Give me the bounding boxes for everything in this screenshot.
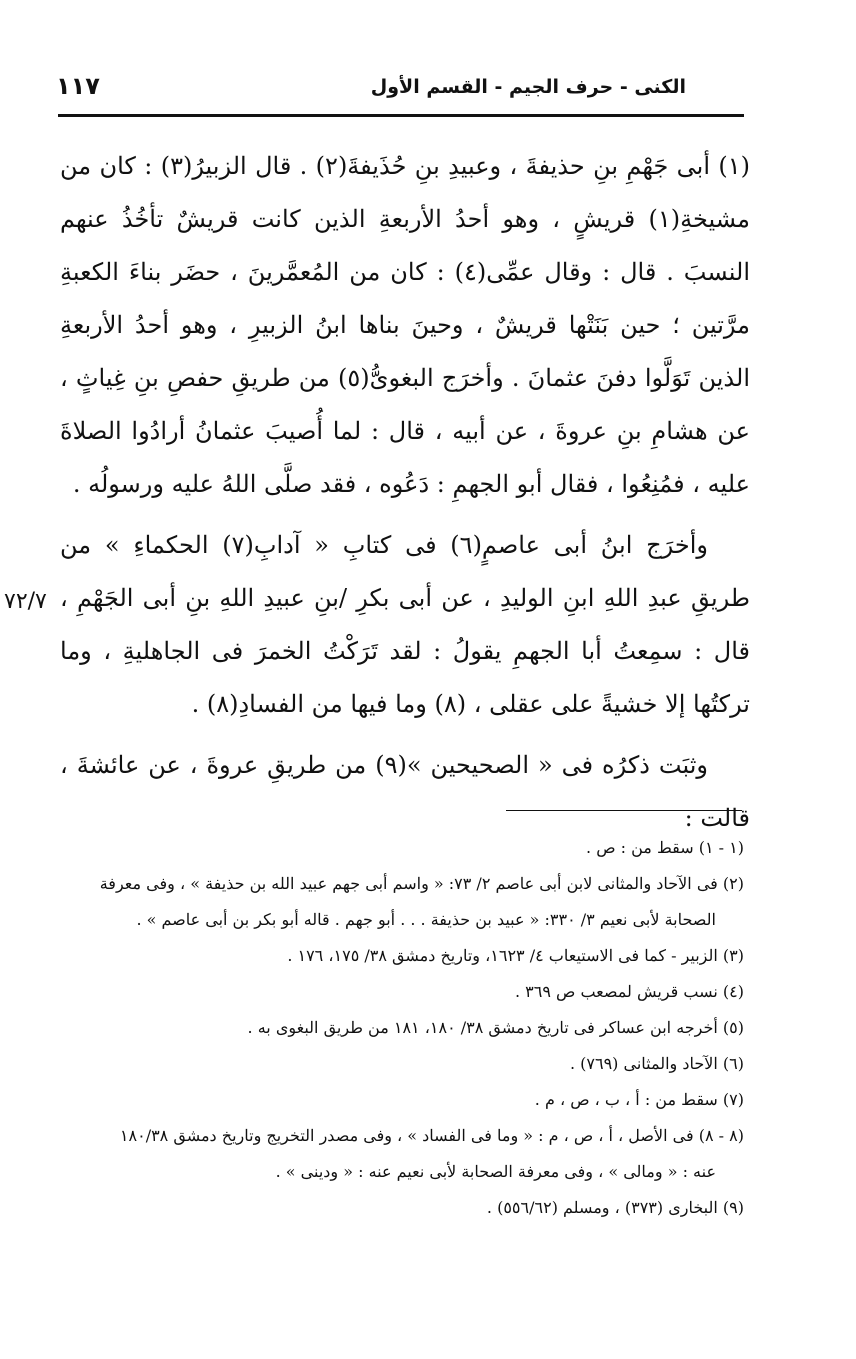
footnote-4: (٤) نسب قريش لمصعب ص ٣٦٩ .	[514, 982, 744, 1001]
paragraph-2: وأخرَج ابنُ أبى عاصمٍ(٦) فى كتابِ « آدابِ(٧) الحكماءِ » من طريقِ عبدِ اللهِ ابنِ الوليدِ ، عن أبى بكرِ /بنِ عبيدِ اللهِ بنِ أبى الجَهْمِ ، قال : سمِعتُ أبا الجهمِ يقولُ : لقد تَرَكْتُ الخمرَ فى الجاهليةِ ، وما تركتُها إلا خشيةً على عقلى ، (٨) وما فيها من الفسادِ(٨) .	[60, 531, 750, 718]
footnote-6: (٦) الآحاد والمثانى (٧٦٩) .	[569, 1054, 744, 1073]
page-header	[56, 62, 744, 102]
margin-reference: ٧٢/٧	[4, 589, 47, 614]
footnotes	[56, 830, 744, 1226]
header-rule	[58, 114, 744, 117]
paragraph-3: وثبَت ذكرُه فى « الصحيحين »(٩) من طريقِ عروةَ ، عن عائشةَ ، قالت :	[60, 751, 750, 832]
footnote-separator	[506, 810, 742, 811]
footnote-9: (٩) البخارى (٣٧٣) ، ومسلم (٥٥٦/٦٢) .	[486, 1198, 744, 1217]
paragraph-1: (١) أبى جَهْمِ بنِ حذيفةَ ، وعبيدِ بنِ حُذَيفةَ(٢) . قال الزبيرُ(٣) : كان من مشيخةِ(١) قريشٍ ، وهو أحدُ الأربعةِ الذين كانت قريشٌ تأخُذُ عنهم النسبَ . قال : وقال عمِّى(٤) : كان من المُعمَّرينَ ، حضَر بناءَ الكعبةِ مرَّتين ؛ حين بَنَتْها قريشٌ ، وحينَ بناها ابنُ الزبيرِ ، وهو أحدُ الأربعةِ الذين تَوَلَّوا دفنَ عثمانَ . وأخرَج البغوىُّ(٥) من طريقِ حفصِ بنِ غِياثٍ ، عن هشامِ بنِ عروةَ ، عن أبيه ، قال : لما أُصيبَ عثمانُ أرادُوا الصلاةَ عليه ، فمُنِعُوا ، فقال أبو الجهمِ : دَعُوه ، فقد صلَّى اللهُ عليه ورسولُه .	[60, 152, 751, 498]
footnote-2-continued: الصحابة لأبى نعيم ٣/ ٣٣٠: « عبيد بن حذيفة . . . أبو جهم . قاله أبو بكر بن أبى عاصم » .	[136, 910, 716, 929]
footnote-8: (٨ - ٨) فى الأصل ، أ ، ص ، م : « وما فى الفساد » ، وفى مصدر التخريج وتاريخ دمشق ١٨٠/٣٨	[119, 1126, 744, 1145]
footnote-3: (٣) الزبير - كما فى الاستيعاب ٤/ ١٦٢٣، وتاريخ دمشق ٣٨/ ١٧٥، ١٧٦ .	[287, 946, 744, 965]
footnote-8-continued: عنه : « ومالى » ، وفى معرفة الصحابة لأبى نعيم عنه : « ودينى » .	[275, 1162, 716, 1181]
page-number: ١١٧	[56, 72, 100, 100]
footnote-1: (١ - ١) سقط من : ص .	[586, 838, 744, 857]
main-text	[60, 140, 750, 845]
footnote-2: (٢) فى الآحاد والمثانى لابن أبى عاصم ٢/ ٧٣: « واسم أبى جهم عبيد الله بن حذيفة » ، وفى معرفة	[99, 874, 744, 893]
footnote-7: (٧) سقط من : أ ، ب ، ص ، م .	[534, 1090, 744, 1109]
footnote-5: (٥) أخرجه ابن عساكر فى تاريخ دمشق ٣٨/ ١٨٠، ١٨١ من طريق البغوى به .	[247, 1018, 744, 1037]
running-title: الكنى - حرف الجيم - القسم الأول	[370, 76, 686, 98]
